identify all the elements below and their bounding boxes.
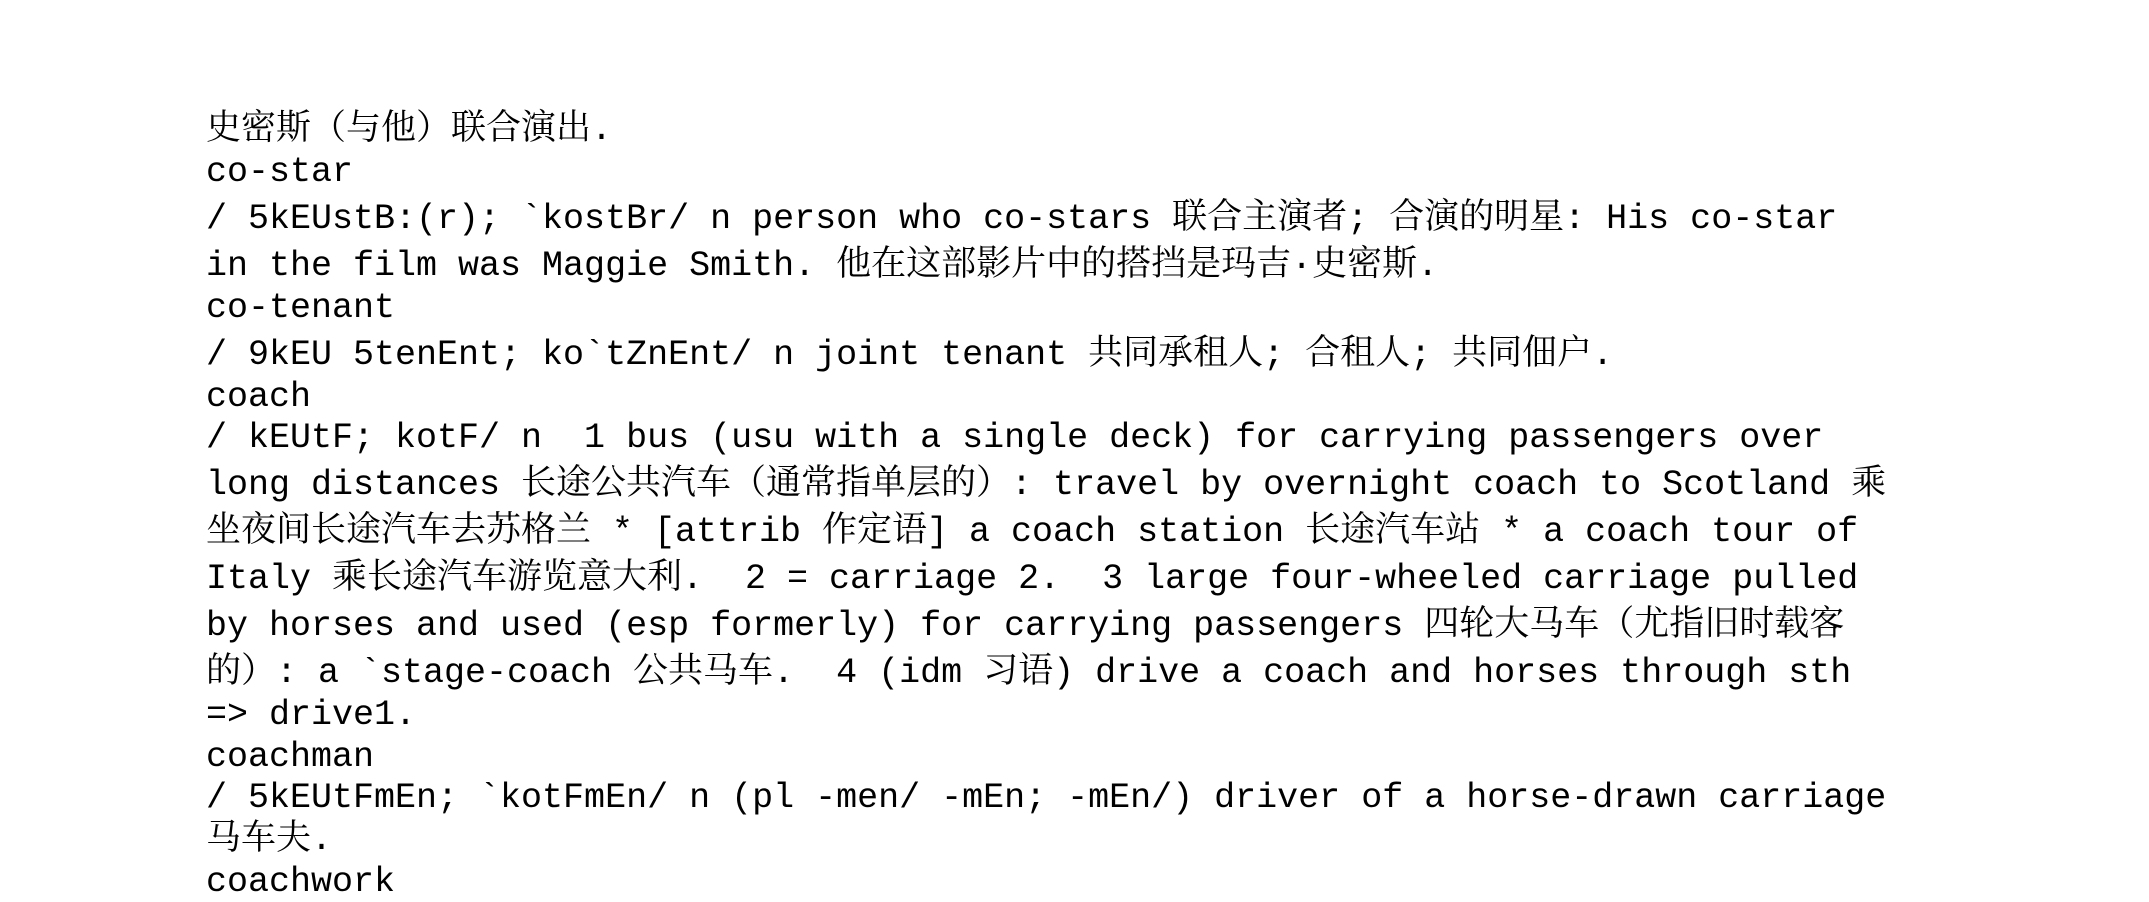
headword: co-tenant bbox=[206, 288, 396, 328]
headword: coachwork bbox=[206, 862, 396, 902]
text-line: 马车夫. bbox=[206, 820, 333, 860]
text-line: => drive1. bbox=[206, 695, 417, 735]
headword: co-star bbox=[206, 152, 354, 192]
headword: coach bbox=[206, 377, 312, 417]
text-line: / 9kEU 5tenEnt; ko`tZnEnt/ n joint tenant 共同承租人; 合租人; 共同佃户. bbox=[206, 335, 1614, 375]
text-line: Italy 乘长途汽车游览意大利. 2 = carriage 2. 3 large four-wheeled carriage pulled bbox=[206, 559, 1859, 599]
text-line: 坐夜间长途汽车去苏格兰 * [attrib 作定语] a coach station 长途汽车站 * a coach tour of bbox=[206, 512, 1859, 552]
text-line: long distances 长途公共汽车（通常指单层的）: travel by overnight coach to Scotland 乘 bbox=[206, 465, 1887, 505]
text-line: in the film was Maggie Smith. 他在这部影片中的搭挡是玛吉·史密斯. bbox=[206, 246, 1439, 286]
text-line: 的）: a `stage-coach 公共马车. 4 (idm 习语) drive a coach and horses through sth bbox=[206, 653, 1852, 693]
headword: coachman bbox=[206, 737, 375, 777]
text-line: / 5kEUtFmEn; `kotFmEn/ n (pl -men/ -mEn; -mEn/) driver of a horse-drawn carriage bbox=[206, 778, 1887, 818]
text-line: 史密斯（与他）联合演出. bbox=[206, 110, 613, 150]
text-line: / 5kEUstB:(r); `kostBr/ n person who co-stars 联合主演者; 合演的明星: His co-star bbox=[206, 199, 1838, 239]
text-line: by horses and used (esp formerly) for carrying passengers 四轮大马车（尤指旧时载客 bbox=[206, 606, 1845, 646]
text-line: / kEUtF; kotF/ n 1 bus (usu with a single deck) for carrying passengers over bbox=[206, 418, 1824, 458]
